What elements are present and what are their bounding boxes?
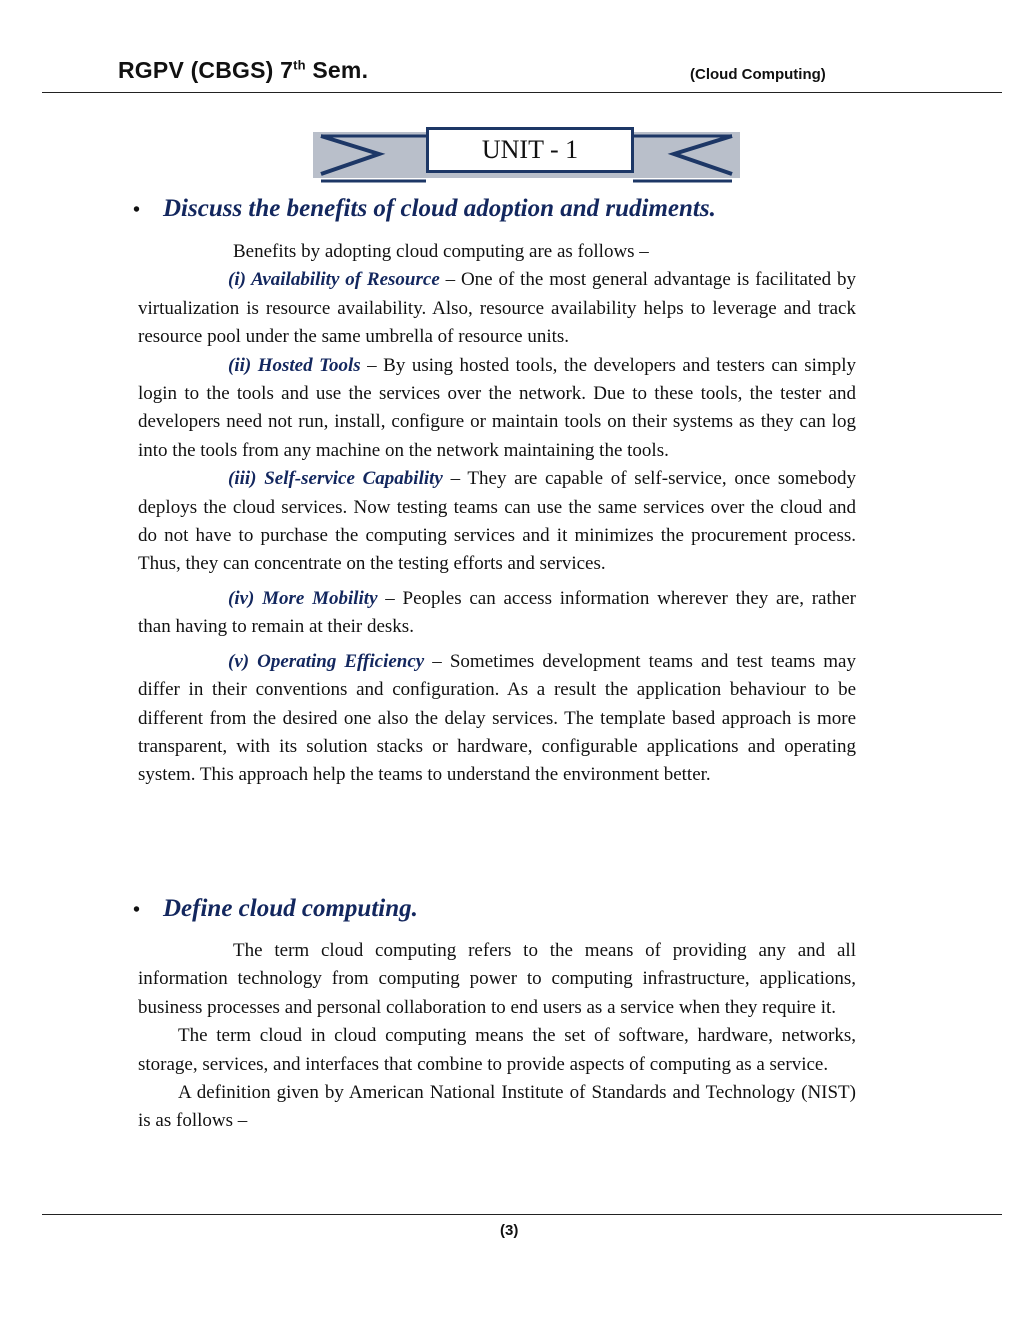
- running-header-title: [118, 57, 368, 84]
- benefit-title: (ii) Hosted Tools: [228, 354, 361, 376]
- bullet-icon: •: [133, 899, 141, 921]
- definition-paragraph-2: The term cloud in cloud computing means the set of software, hardware, networks, storage, services, and interfaces that combine to provide aspects of computing as a service.: [138, 1025, 856, 1075]
- benefit-item-1: [138, 266, 856, 351]
- benefit-item-5: [138, 648, 856, 790]
- bullet-icon: •: [133, 199, 141, 221]
- benefit-text: – They are capable of self-service, once somebody deploys the cloud services. Now testing teams can use the same services over the cloud and do not have to purchase the computing services and it minimizes the procurement process. Thus, they can concentrate on the testing efforts and services.: [138, 468, 856, 575]
- header-title-prefix: RGPV (CBGS) 7: [118, 57, 294, 83]
- benefit-item-2: [138, 352, 856, 466]
- unit-label: UNIT - 1: [426, 127, 634, 173]
- benefit-text: – By using hosted tools, the developers and testers can simply login to the tools and use the services over the network. Due to these tools, the tester and developers need not run, install, configure or maintain tools on their systems as they can log into the tools from any machine on the network maintaining the tools.: [138, 354, 856, 461]
- header-rule: [42, 92, 1002, 93]
- answer-body-2: [138, 937, 856, 1136]
- answer-body-1: [138, 238, 856, 790]
- running-header-subject: (Cloud Computing): [690, 66, 826, 83]
- footer-rule: [42, 1214, 1002, 1215]
- benefit-text: – Sometimes development teams and test teams may differ in their conventions and configuration. As a result the application behaviour to be different from the desired one also the delay services. The template based approach is more transparent, with its solution stacks or hardware, configurable applications and operating system. This approach help the teams to understand the environment better.: [138, 650, 856, 786]
- header-title-suffix: Sem.: [305, 57, 369, 83]
- question-heading-2: [133, 895, 418, 923]
- benefit-item-4: [138, 585, 856, 642]
- page-number: (3): [500, 1222, 519, 1239]
- benefit-text: – Peoples can access information wherever they are, rather than having to remain at their desks.: [138, 587, 857, 638]
- question-heading-1: [133, 195, 716, 223]
- definition-paragraph-1: The term cloud computing refers to the means of providing any and all information technology from computing power to computing infrastructure, applications, business processes and personal collaboration to end users as a service when they require it.: [138, 940, 856, 1018]
- benefit-title: (iv) More Mobility: [228, 587, 378, 609]
- benefit-item-3: [138, 465, 856, 579]
- question-text-1: Discuss the benefits of cloud adoption and rudiments.: [163, 195, 716, 222]
- benefit-title: (iii) Self-service Capability: [228, 468, 443, 490]
- question-text-2: Define cloud computing.: [163, 895, 418, 922]
- benefit-title: (i) Availability of Resource: [228, 269, 440, 291]
- benefit-text: – One of the most general advantage is facilitated by virtualization is resource availability. Also, resource availability helps to leverage and track resource pool under the same umbrella of resource units.: [138, 269, 856, 348]
- benefit-title: (v) Operating Efficiency: [228, 650, 425, 672]
- header-title-sup: th: [293, 57, 306, 73]
- definition-paragraph-3: A definition given by American National Institute of Standards and Technology (NIST) is as follows –: [138, 1082, 856, 1132]
- intro-paragraph: Benefits by adopting cloud computing are as follows –: [233, 241, 649, 262]
